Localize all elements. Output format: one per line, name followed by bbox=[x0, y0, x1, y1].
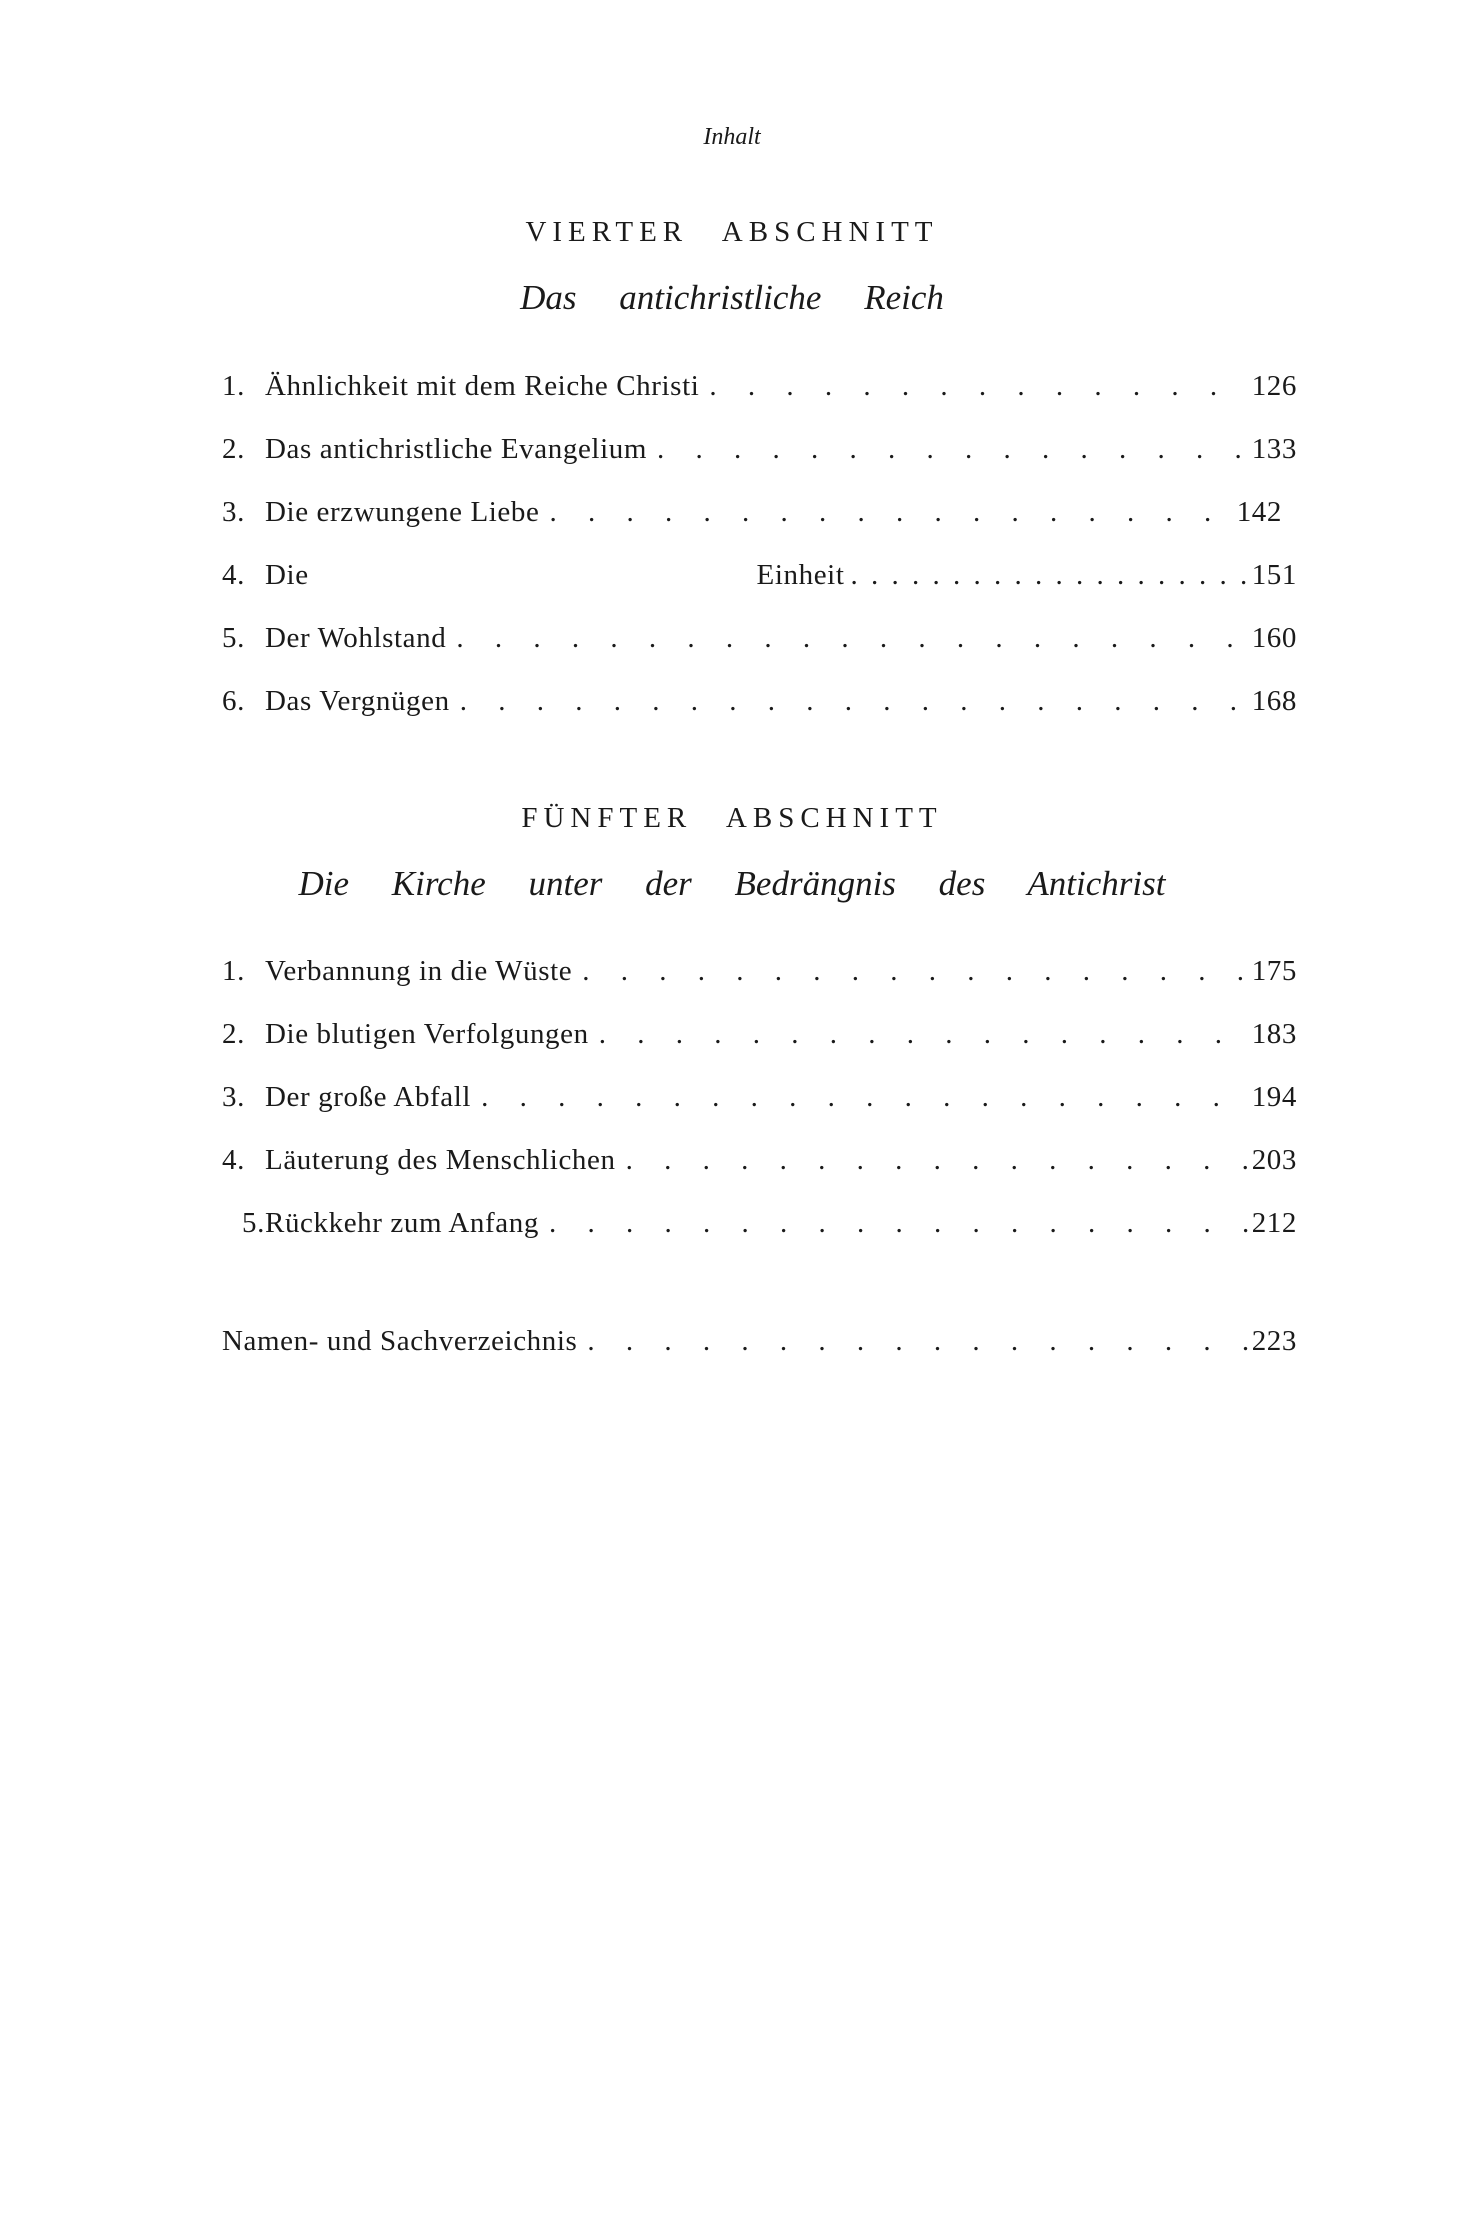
toc-entry-page: 194 bbox=[1251, 1081, 1297, 1113]
toc-entry-number: 2. bbox=[222, 1018, 245, 1050]
toc-entry-title: Das antichristliche Evangelium bbox=[265, 433, 648, 465]
toc-entry-title: Verbannung in die Wüste bbox=[265, 955, 573, 987]
toc-entry-number: 4. bbox=[222, 559, 245, 591]
toc-entry-page: 212 bbox=[1251, 1207, 1297, 1239]
section-title: FÜNFTER ABSCHNITT bbox=[521, 802, 943, 834]
toc-entry-title: Läuterung des Menschlichen bbox=[265, 1144, 616, 1176]
toc-entry[interactable] bbox=[222, 685, 1297, 748]
toc-list-index bbox=[222, 1325, 1297, 1388]
toc-entry-page: 175 bbox=[1251, 955, 1297, 987]
toc-entry[interactable] bbox=[222, 370, 1297, 433]
toc-entry-page: 223 bbox=[1251, 1325, 1297, 1357]
dot-leader bbox=[471, 1081, 1250, 1114]
dot-leader bbox=[589, 1018, 1250, 1051]
toc-entry-title: Der Wohlstand bbox=[265, 622, 447, 654]
toc-entry-page: 126 bbox=[1251, 370, 1297, 402]
dot-leader bbox=[577, 1325, 1249, 1358]
toc-entry-title: Rückkehr zum Anfang bbox=[265, 1207, 539, 1239]
toc-entry-number: 5. bbox=[242, 1207, 265, 1239]
toc-entry-title: Der große Abfall bbox=[265, 1081, 472, 1113]
dot-leader bbox=[844, 559, 1249, 592]
section-subtitle: Die Kirche unter der Bedrängnis des Antichrist bbox=[298, 864, 1166, 903]
toc-entry[interactable] bbox=[222, 1207, 1297, 1270]
toc-entry-number: 5. bbox=[222, 622, 245, 654]
toc-entry-number: 4. bbox=[222, 1144, 245, 1176]
dot-leader bbox=[450, 685, 1250, 718]
toc-entry[interactable] bbox=[222, 1018, 1297, 1081]
section-title: VIERTER ABSCHNITT bbox=[525, 216, 939, 248]
toc-entry-number: 1. bbox=[222, 370, 245, 402]
toc-entry-number: 2. bbox=[222, 433, 245, 465]
toc-entry-number: 1. bbox=[222, 955, 245, 987]
dot-leader bbox=[539, 1207, 1250, 1240]
toc-entry-title: Die blutigen Verfolgungen bbox=[265, 1018, 589, 1050]
toc-entry-title: Die erzwungene Liebe bbox=[265, 496, 540, 528]
toc-entry[interactable] bbox=[222, 622, 1297, 685]
toc-entry-title: Die Einheit bbox=[265, 559, 845, 591]
toc-entry-page: 160 bbox=[1251, 622, 1297, 654]
toc-entry[interactable] bbox=[222, 1144, 1297, 1207]
toc-list-section-5 bbox=[222, 955, 1297, 1270]
toc-entry-title: Das Vergnügen bbox=[265, 685, 450, 717]
toc-entry[interactable] bbox=[222, 433, 1297, 496]
toc-entry[interactable] bbox=[222, 496, 1282, 559]
toc-entry[interactable] bbox=[222, 1081, 1297, 1144]
running-header: Inhalt bbox=[703, 124, 761, 150]
toc-entry-index[interactable] bbox=[222, 1325, 1297, 1388]
dot-leader bbox=[539, 496, 1234, 529]
toc-entry-number: 6. bbox=[222, 685, 245, 717]
toc-entry-title: Namen- und Sachverzeichnis bbox=[222, 1325, 578, 1357]
toc-entry-number: 3. bbox=[222, 496, 245, 528]
toc-entry[interactable] bbox=[222, 559, 1297, 622]
dot-leader bbox=[572, 955, 1249, 988]
section-subtitle: Das antichristliche Reich bbox=[520, 278, 944, 317]
toc-entry-page: 142 bbox=[1236, 496, 1282, 528]
toc-entry-page: 133 bbox=[1251, 433, 1297, 465]
dot-leader bbox=[616, 1144, 1250, 1177]
dot-leader bbox=[446, 622, 1249, 655]
dot-leader bbox=[699, 370, 1249, 403]
toc-entry-page: 183 bbox=[1251, 1018, 1297, 1050]
toc-entry-number: 3. bbox=[222, 1081, 245, 1113]
toc-entry-page: 151 bbox=[1251, 559, 1297, 591]
toc-list-section-4 bbox=[222, 370, 1297, 748]
toc-entry[interactable] bbox=[222, 955, 1297, 1018]
toc-entry-title: Ähnlichkeit mit dem Reiche Christi bbox=[265, 370, 700, 402]
toc-entry-page: 168 bbox=[1251, 685, 1297, 717]
toc-entry-page: 203 bbox=[1251, 1144, 1297, 1176]
dot-leader bbox=[647, 433, 1250, 466]
